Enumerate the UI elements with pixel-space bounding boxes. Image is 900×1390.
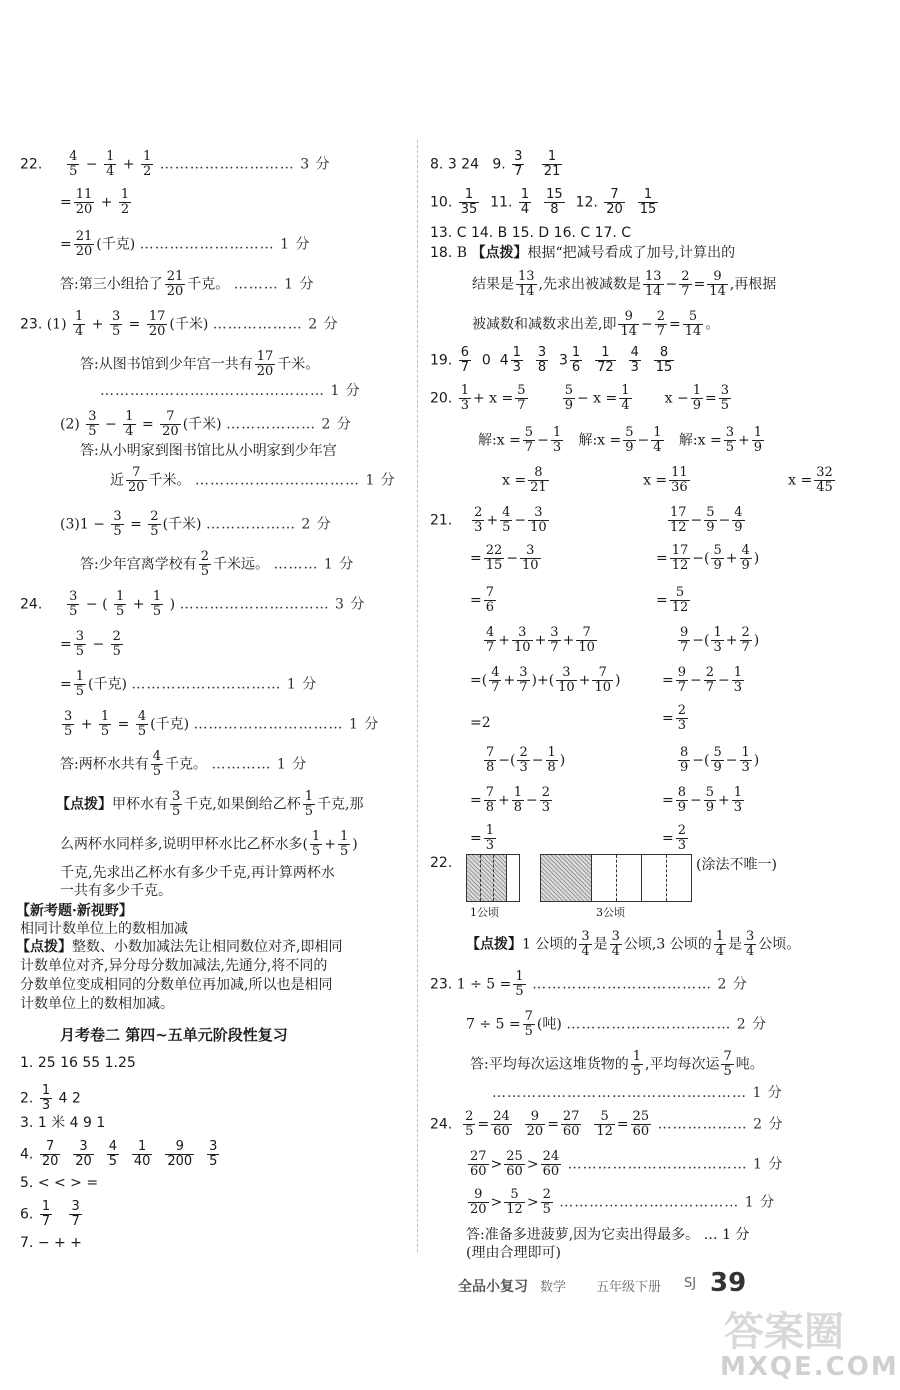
new-question-tip-line3: 分数单位变成相同的分数单位再加减,所以也是相同 <box>20 977 333 993</box>
watermark-text: 答案圈 <box>724 1309 844 1355</box>
q23-answer2: 答:从小明家到图书馆比从小明家到少年宫 <box>80 443 337 459</box>
answer-7: 7. − + + <box>20 1235 82 1251</box>
answer-23-points: …………………………………………… 1 分 <box>492 1085 783 1101</box>
answer-21-b3: = $\frac{5}{12}$ <box>656 585 689 615</box>
watermark-url: MXQE.COM <box>720 1352 899 1382</box>
answer-1: 1. 25 16 55 1.25 <box>20 1055 136 1071</box>
answer-21-c2: =( $\frac{4}{7}$ + $\frac{3}{7}$ )+( $\frac{3}{10}$ + $\frac{7}{10}$ ) <box>470 665 621 695</box>
one-hectare-box <box>466 854 520 902</box>
answer-4: 4. $\frac{7}{20}$ $\frac{3}{20}$ $\frac{4}{5}$ $\frac{1}{40}$ $\frac{9}{200}$ $\frac{3}{5}$ <box>20 1139 218 1169</box>
q22-answer: 答:第三小组拾了 $\frac{21}{20}$ 千克。 ……… 1 分 <box>60 269 315 299</box>
answer-24-line1: 24. $\frac{2}{5}$ = $\frac{24}{60}$ $\frac{9}{20}$ = $\frac{27}{60}$ $\frac{5}{12}$ = $\frac{25}{60}$ ……………… 2 分 <box>430 1109 784 1139</box>
answer-21-b1: $\frac{17}{12}$ − $\frac{5}{9}$ − $\frac{4}{9}$ <box>670 505 743 535</box>
answer-23-line1: 23. 1 ÷ 5 = $\frac{1}{5}$ ……………………………… 2 分 <box>430 969 748 999</box>
answer-21-d3: = $\frac{2}{3}$ <box>662 703 687 733</box>
answer-3: 3. 1 米 4 9 1 <box>20 1115 106 1131</box>
q23-part3: (3)1 − $\frac{3}{5}$ = $\frac{2}{5}$ (千米) ……………… 2 分 <box>60 509 332 539</box>
q24-line1: 24. $\frac{3}{5}$ − ( $\frac{1}{5}$ + $\frac{1}{5}$ ) ………………………… 3 分 <box>20 589 366 619</box>
answer-21-a1: 21. $\frac{2}{3}$ + $\frac{4}{5}$ − $\frac{3}{10}$ <box>430 505 547 535</box>
answer-20-results: x = $\frac{8}{21}$ x = $\frac{11}{36}$ x = $\frac{32}{45}$ <box>502 465 833 495</box>
q22-line1: 22. $\frac{4}{5}$ − $\frac{1}{4}$ + $\frac{1}{2}$ ……………………… 3 分 <box>20 149 331 179</box>
page-footer <box>458 1268 858 1302</box>
answer-24-line2: $\frac{27}{60}$ > $\frac{25}{60}$ > $\frac{24}{60}$ ……………………………… 1 分 <box>470 1149 784 1179</box>
column-divider <box>417 140 418 1252</box>
caption-3-hectare: 3公顷 <box>596 906 625 919</box>
page-number: 39 <box>710 1268 747 1298</box>
answer-24-line3: $\frac{9}{20}$ > $\frac{5}{12}$ > $\frac{2}{5}$ ……………………………… 1 分 <box>470 1187 776 1217</box>
answer-5: 5. < < > = <box>20 1175 99 1191</box>
answer-22-note: (涂法不唯一) <box>696 857 777 873</box>
exam-section-title: 月考卷二 第四~五单元阶段性复习 <box>60 1026 288 1044</box>
answer-22-tip: 【点拨】1 公顷的 $\frac{3}{4}$ 是 $\frac{3}{4}$ 公顷,3 公顷的 $\frac{1}{4}$ 是 $\frac{3}{4}$ 公顷。 <box>466 929 801 959</box>
answer-18-line1: 18. B 【点拨】根据“把减号看成了加号,计算出的 <box>430 245 736 261</box>
new-question-tip-line2: 计数单位对齐,异分母分数加减法,先通分,将不同的 <box>20 958 328 974</box>
answer-21-f2: = $\frac{8}{9}$ − $\frac{5}{9}$ + $\frac{1}{3}$ <box>662 785 743 815</box>
q23-answer2b: 近 $\frac{7}{20}$ 千米。 …………………………… 1 分 <box>110 465 396 495</box>
q24-line2: = $\frac{3}{5}$ − $\frac{2}{5}$ <box>60 629 121 659</box>
shaded-area <box>541 855 591 901</box>
answer-21-a2: = $\frac{22}{15}$ − $\frac{3}{10}$ <box>470 543 539 573</box>
answer-21-f1: $\frac{8}{9}$ −( $\frac{5}{9}$ − $\frac{1}{3}$ ) <box>680 745 760 775</box>
q24-line4: $\frac{3}{5}$ + $\frac{1}{5}$ = $\frac{4}{5}$ (千克) ………………………… 1 分 <box>64 709 380 739</box>
new-question-tip-line4: 计数单位上的数相加减。 <box>20 996 174 1012</box>
q24-line3: = $\frac{1}{5}$ (千克) ………………………… 1 分 <box>60 669 318 699</box>
q24-tip-line3: 千克,先求出乙杯水有多少千克,再计算两杯水 <box>60 865 335 881</box>
answer-24-answer: 答:准备多进菠萝,因为它卖出得最多。 … 1 分 <box>466 1227 750 1243</box>
shaded-area <box>467 855 506 901</box>
answer-6: 6. $\frac{1}{7}$ $\frac{3}{7}$ <box>20 1199 80 1229</box>
caption-1-hectare: 1公顷 <box>470 906 499 919</box>
answer-19: 19. $\frac{6}{7}$ 0 4 $\frac{1}{3}$ $\frac{3}{8}$ 3 $\frac{1}{6}$ $\frac{1}{72}$ $\frac{4}{3}$ $\frac{8}{15}$ <box>430 345 673 375</box>
answer-21-c3: =2 <box>470 715 491 731</box>
q22-line2: = $\frac{11}{20}$ + $\frac{1}{2}$ <box>60 187 130 217</box>
answer-20-solve: 解:x = $\frac{5}{7}$ − $\frac{1}{3}$ 解:x = $\frac{5}{9}$ − $\frac{1}{4}$ 解:x = $\frac{3}{5}$ + $\frac{1}{9}$ <box>478 425 762 455</box>
answer-23-answer: 答:平均每次运这堆货物的 $\frac{1}{5}$ ,平均每次运 $\frac{7}{5}$ 吨。 <box>470 1049 764 1079</box>
answer-22-label: 22. <box>430 855 453 871</box>
q24-tip-line2: 么两杯水同样多,说明甲杯水比乙杯水多( $\frac{1}{5}$ + $\frac{1}{5}$ ) <box>60 829 358 859</box>
answer-21-f3: = $\frac{2}{3}$ <box>662 823 687 853</box>
q23-answer3: 答:少年宫离学校有 $\frac{2}{5}$ 千米远。 ……… 1 分 <box>80 549 355 579</box>
answer-21-c1: $\frac{4}{7}$ + $\frac{3}{10}$ + $\frac{3}{7}$ + $\frac{7}{10}$ <box>486 625 595 655</box>
three-hectare-box <box>540 854 692 902</box>
answer-20-equations: 20. $\frac{1}{3}$ + x = $\frac{5}{7}$ $\frac{5}{9}$ − x = $\frac{1}{4}$ x − $\frac{1}{9}$ = $\frac{3}{5}$ <box>430 383 730 413</box>
answer-21-e1: $\frac{7}{8}$ −( $\frac{2}{3}$ − $\frac{1}{8}$ ) <box>486 745 566 775</box>
answer-18-line3: 被减数和减数求出差,即 $\frac{9}{14}$ − $\frac{2}{7}$ = $\frac{5}{14}$ 。 <box>472 309 720 339</box>
q23-answer1-points: ……………………………………… 1 分 <box>100 383 361 399</box>
q23-part1: 23. (1) $\frac{1}{4}$ + $\frac{3}{5}$ = $\frac{17}{20}$ (千米) ……………… 2 分 <box>20 309 339 339</box>
answer-21-d1: $\frac{9}{7}$ −( $\frac{1}{3}$ + $\frac{2}{7}$ ) <box>680 625 760 655</box>
q23-part2: (2) $\frac{3}{5}$ − $\frac{1}{4}$ = $\frac{7}{20}$ (千米) ……………… 2 分 <box>60 409 352 439</box>
answer-21-e3: = $\frac{1}{3}$ <box>470 823 495 853</box>
answer-24-note: (理由合理即可) <box>466 1245 561 1261</box>
answer-10-12: 10. $\frac{1}{35}$ 11. $\frac{1}{4}$ $\frac{15}{8}$ 12. $\frac{7}{20}$ $\frac{1}{15}$ <box>430 187 657 217</box>
new-question-tip-line1: 【点拨】整数、小数加减法先让相同数位对齐,即相同 <box>16 939 343 955</box>
brand-name: 全品小复习 <box>458 1279 528 1295</box>
edition-code: SJ <box>684 1276 697 1291</box>
subject-label: 数学 <box>540 1280 567 1295</box>
q24-tip-line1: 【点拨】甲杯水有 $\frac{3}{5}$ 千克,如果倒给乙杯 $\frac{1}{5}$ 千克,那 <box>56 789 364 819</box>
q22-line3: = $\frac{21}{20}$ (千克) ……………………… 1 分 <box>60 229 311 259</box>
q23-answer1: 答:从图书馆到少年宫一共有 $\frac{17}{20}$ 千米。 <box>80 349 320 379</box>
answer-21-b2: = $\frac{17}{12}$ −( $\frac{5}{9}$ + $\frac{4}{9}$ ) <box>656 543 760 573</box>
new-question-answer: 相同计数单位上的数相加减 <box>20 921 188 937</box>
q24-tip-line4: 一共有多少千克。 <box>60 883 172 899</box>
answer-21-a3: = $\frac{7}{6}$ <box>470 585 495 615</box>
watermark-logo <box>700 1300 899 1385</box>
answer-21-d2: = $\frac{9}{7}$ − $\frac{2}{7}$ − $\frac{1}{3}$ <box>662 665 743 695</box>
grade-label: 五年级下册 <box>596 1280 662 1295</box>
answer-21-e2: = $\frac{7}{8}$ + $\frac{1}{8}$ − $\frac{2}{3}$ <box>470 785 551 815</box>
answer-8-9: 8. 3 24 9. $\frac{3}{7}$ $\frac{1}{21}$ <box>430 149 561 179</box>
answer-13-17: 13. C 14. B 15. D 16. C 17. C <box>430 225 632 241</box>
answer-18-line2: 结果是 $\frac{13}{14}$ ,先求出被减数是 $\frac{13}{14}$ − $\frac{2}{7}$ = $\frac{9}{14}$ ,再根据 <box>472 269 777 299</box>
new-question-title: 【新考题·新视野】 <box>16 903 133 919</box>
q24-answer: 答:两杯水共有 $\frac{4}{5}$ 千克。 ………… 1 分 <box>60 749 308 779</box>
answer-23-line2: 7 ÷ 5 = $\frac{7}{5}$ (吨) …………………………… 2 分 <box>466 1009 768 1039</box>
answer-2: 2. $\frac{1}{3}$ 4 2 <box>20 1083 81 1113</box>
